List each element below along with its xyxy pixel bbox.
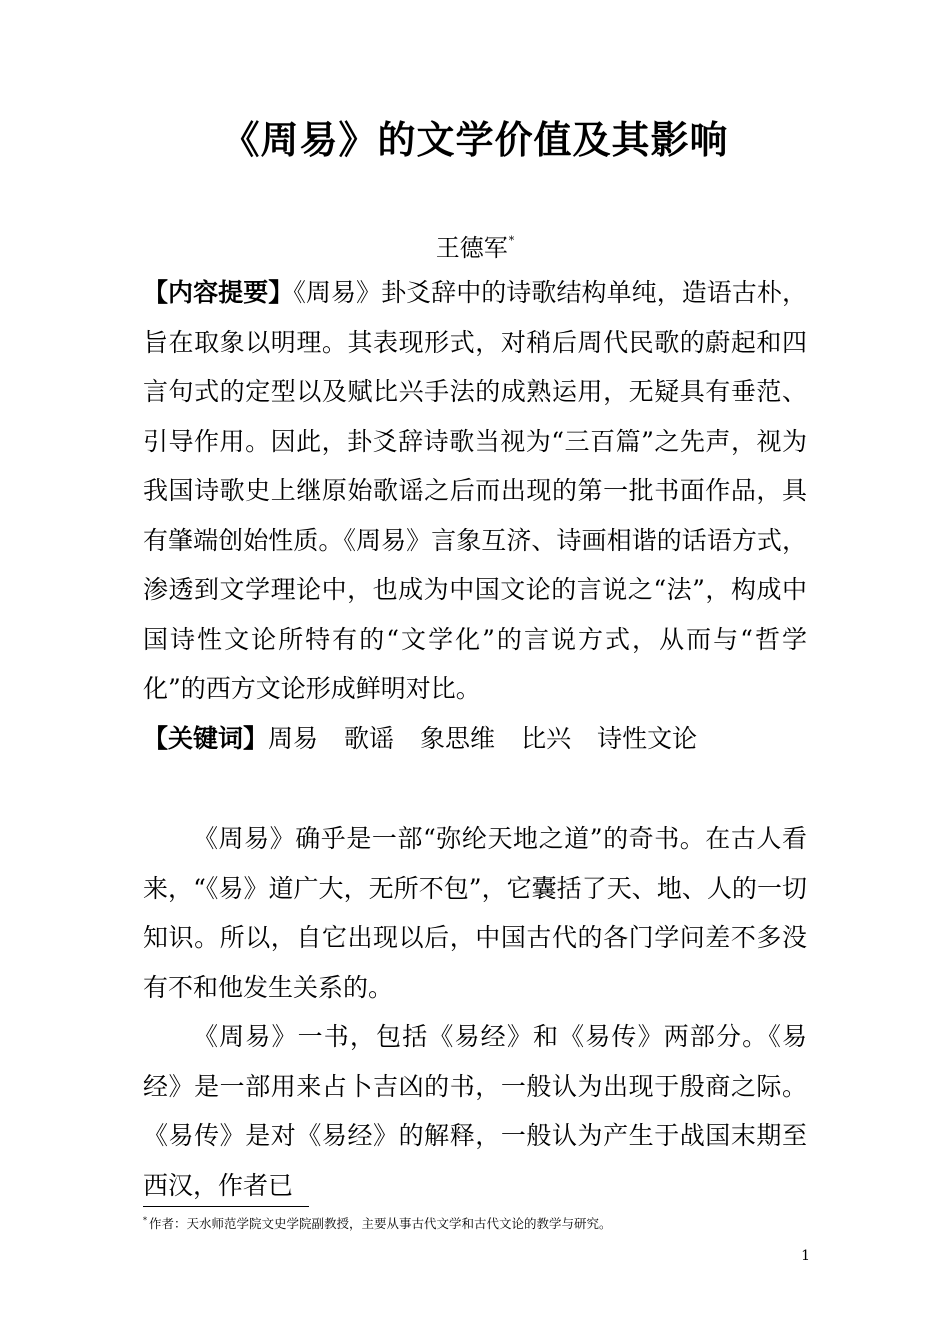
page-number: 1 (801, 1248, 810, 1264)
keyword-item: 周易 (268, 724, 319, 753)
footnote (143, 1212, 823, 1233)
page-title: 《周易》的文学价值及其影响 (221, 117, 729, 162)
body-paragraph: 《周易》一书，包括《易经》和《易传》两部分。《易经》是一部用来占卜吉凶的书，一般认为出现于殷商之际。《易传》是对《易经》的解释，一般认为产生于战国末期至西汉，作者已 (143, 1022, 807, 1200)
footnote-mark: * (143, 1216, 147, 1225)
author-line (0, 223, 950, 266)
keyword-item: 诗性文论 (597, 724, 698, 753)
author-footnote-mark[interactable]: * (508, 234, 515, 247)
abstract-label: 【内容提要】 (143, 278, 294, 307)
keyword-item: 象思维 (420, 724, 496, 753)
footnote-text: 作者：天水师范学院文史学院副教授，主要从事古代文学和古代文论的教学与研究。 (149, 1216, 612, 1231)
keywords-label: 【关键词】 (143, 724, 269, 753)
keyword-item: 歌谣 (344, 724, 395, 753)
keywords (143, 714, 807, 764)
abstract-text: 《周易》卦爻辞中的诗歌结构单纯，造语古朴，旨在取象以明理。其表现形式，对稍后周代民歌的蔚起和四言句式的定型以及赋比兴手法的成熟运用，无疑具有垂范、引导作用。因此，卦爻辞诗歌当视为“三百篇”之先声，视为我国诗歌史上继原始歌谣之后而出现的第一批书面作品，具有肇端创始性质。《周易》言象互济、诗画相谐的话语方式，渗透到文学理论中，也成为中国文论的言说之“法”，构成中国诗性文论所特有的“文学化”的言说方式，从而与“哲学化”的西方文论形成鲜明对比。 (143, 278, 807, 703)
abstract (143, 268, 807, 714)
footnote-separator (143, 1206, 309, 1207)
author-name: 王德军 (435, 234, 508, 262)
keyword-item: 比兴 (521, 724, 572, 753)
body-paragraph: 《周易》确乎是一部“弥纶天地之道”的奇书。在古人看来，“《易》道广大，无所不包”，它囊括了天、地、人的一切知识。所以，自它出现以后，中国古代的各门学问差不多没有不和他发生关系的。 (143, 824, 807, 1002)
